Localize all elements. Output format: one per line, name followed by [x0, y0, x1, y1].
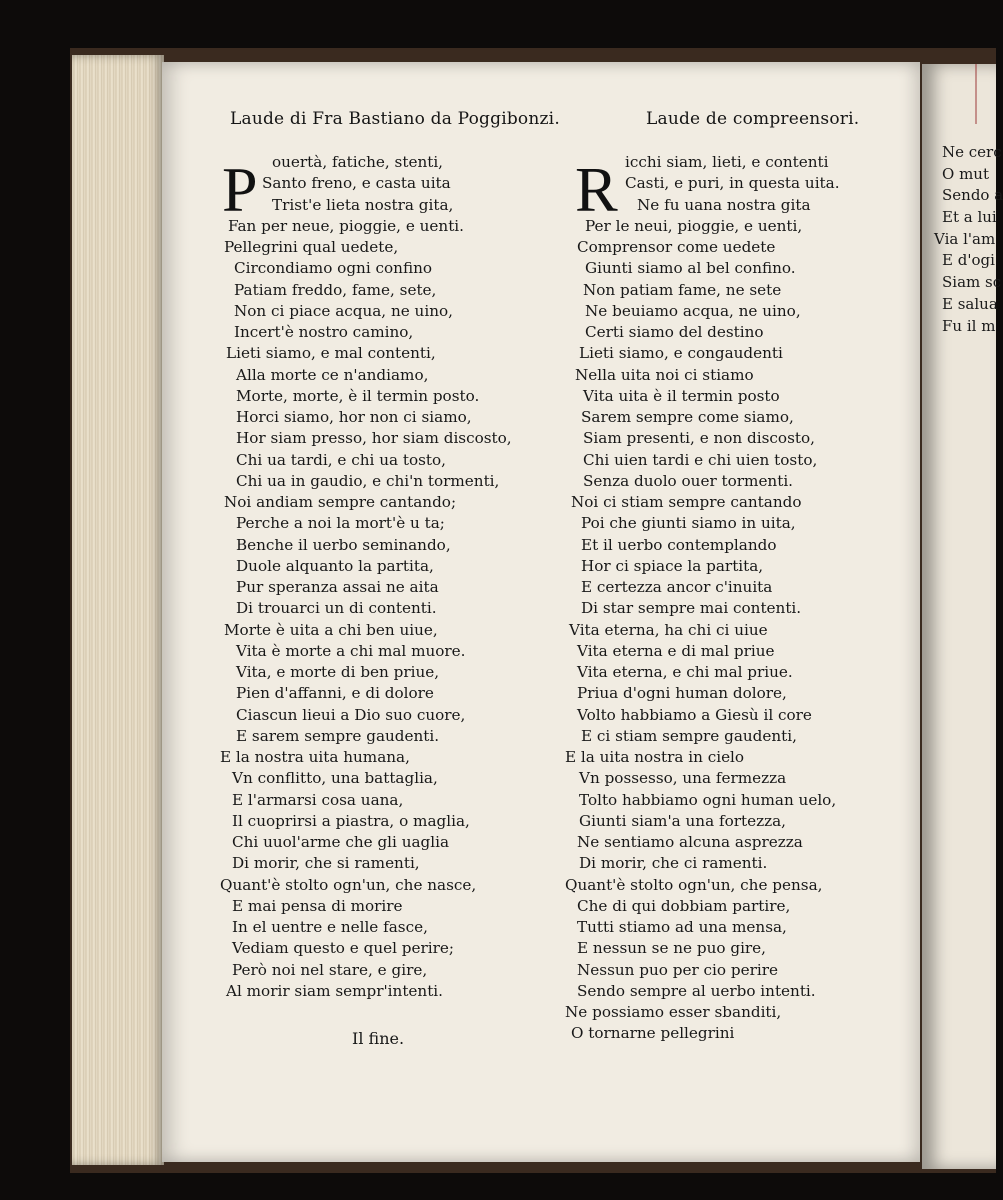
verse-line: Chi uien tardi e chi uien tosto,	[583, 450, 818, 469]
verse-line: Pur speranza assai ne aita	[236, 578, 439, 596]
verse-line: Casti, e puri, in questa uita.	[625, 174, 840, 193]
verse-line: Ne beuiamo acqua, ne uino,	[585, 301, 801, 320]
left-poem-column	[220, 152, 512, 1002]
verse-line: Ne fu uana nostra gita	[637, 195, 811, 214]
verse-line: Priua d'ogni human dolore,	[577, 684, 787, 703]
verse-line: Nella uita noi ci stiamo	[575, 365, 754, 384]
running-header-right: Laude de compreensori.	[646, 109, 860, 129]
next-page-line: O mut	[942, 164, 989, 183]
verse-line: Al morir siam sempr'intenti.	[226, 981, 443, 1000]
verse-line: Vita, e morte di ben priue,	[236, 663, 440, 681]
verse-line: Alla morte ce n'andiamo,	[236, 365, 429, 384]
verse-line: Santo freno, e casta uita	[262, 174, 451, 193]
verse-line: Però noi nel stare, e gire,	[232, 960, 428, 979]
verse-line: Vn possesso, una fermezza	[579, 769, 787, 788]
verse-line: E nessun se ne puo gire,	[577, 939, 766, 958]
verse-line: Ciascun lieui a Dio suo cuore,	[236, 705, 466, 724]
verse-line: Lieti siamo, e mal contenti,	[226, 344, 436, 363]
verse-line: ouertà, fatiche, stenti,	[272, 153, 444, 171]
verse-line: Duole alquanto la partita,	[236, 556, 434, 575]
verse-line: Giunti siam'a una fortezza,	[579, 811, 786, 830]
verse-line: Chi uuol'arme che gli uaglia	[232, 833, 450, 851]
red-rule-mark	[975, 64, 977, 124]
page-edges	[72, 55, 164, 1165]
verse-line: E ci stiam sempre gaudenti,	[581, 726, 797, 745]
verse-line: Ne sentiamo alcuna asprezza	[577, 833, 803, 851]
next-page-fragments	[934, 142, 1003, 337]
verse-line: E la nostra uita humana,	[220, 748, 410, 766]
verse-line: Morte, morte, è il termin posto.	[236, 386, 480, 405]
next-page-line: E salua	[942, 294, 998, 313]
verse-line: Sendo sempre al uerbo intenti.	[577, 981, 816, 1000]
verse-line: Vita eterna, e chi mal priue.	[577, 663, 793, 681]
next-page-line: Et a lui	[942, 208, 997, 227]
next-page-line: Via l'am	[934, 229, 996, 248]
verse-line: Siam presenti, e non discosto,	[583, 429, 815, 448]
verse-line: E la uita nostra in cielo	[565, 748, 745, 766]
verse-line: Noi andiam sempre cantando;	[224, 493, 457, 511]
verse-line: Chi ua tardi, e chi ua tosto,	[236, 450, 446, 469]
verse-line: E certezza ancor c'inuita	[581, 578, 773, 596]
verse-line: Pien d'affanni, e di dolore	[236, 684, 434, 703]
verse-line: Sarem sempre come siamo,	[581, 408, 794, 426]
verse-line: Certi siamo del destino	[585, 323, 764, 341]
verse-line: Quant'è stolto ogn'un, che nasce,	[220, 875, 477, 894]
verse-line: Quant'è stolto ogn'un, che pensa,	[565, 875, 823, 894]
verse-line: Volto habbiamo a Giesù il core	[577, 705, 812, 724]
verse-line: In el uentre e nelle fasce,	[232, 918, 428, 936]
verse-line: Patiam freddo, fame, sete,	[234, 280, 437, 299]
next-page-line: Fu il m	[942, 316, 996, 335]
dropcap-right: R	[575, 154, 618, 225]
verse-line: Horci siamo, hor non ci siamo,	[236, 408, 472, 426]
verse-line: E mai pensa di morire	[232, 896, 403, 915]
verse-line: Vita uita è il termin posto	[583, 386, 780, 405]
verse-line: Non patiam fame, ne sete	[583, 280, 782, 299]
verse-line: Trist'e lieta nostra gita,	[272, 195, 454, 214]
verse-line: Non ci piace acqua, ne uino,	[234, 301, 453, 320]
verse-line: Vn conflitto, una battaglia,	[232, 769, 438, 788]
verse-line: Perche a noi la mort'è u ta;	[236, 514, 445, 533]
verse-line: Morte è uita a chi ben uiue,	[224, 620, 438, 639]
verse-line: O tornarne pellegrini	[571, 1024, 735, 1043]
verse-line: Vita eterna, ha chi ci uiue	[569, 620, 768, 639]
verse-line: Per le neui, pioggie, e uenti,	[585, 216, 803, 235]
verse-line: Di morir, che si ramenti,	[232, 854, 420, 873]
verse-line: Lieti siamo, e congaudenti	[579, 344, 783, 363]
verse-line: Che di qui dobbiam partire,	[577, 896, 791, 915]
verse-line: Chi ua in gaudio, e chi'n tormenti,	[236, 471, 500, 490]
verse-line: Incert'è nostro camino,	[234, 323, 414, 341]
verse-line: Il cuoprirsi a piastra, o maglia,	[232, 811, 470, 830]
right-poem-column	[565, 152, 840, 1045]
running-header-left: Laude di Fra Bastiano da Poggibonzi.	[230, 109, 560, 129]
verse-line: Nessun puo per cio perire	[577, 960, 778, 979]
verse-line: Tolto habbiamo ogni human uelo,	[579, 790, 837, 809]
verse-line: Tutti stiamo ad una mensa,	[577, 918, 787, 936]
verse-line: Noi ci stiam sempre cantando	[571, 493, 802, 511]
verse-line: Vita è morte a chi mal muore.	[236, 641, 466, 660]
next-page-line: Sendo a	[942, 186, 1003, 205]
verse-line: Poi che giunti siamo in uita,	[581, 514, 796, 533]
verse-line: Fan per neue, pioggie, e uenti.	[228, 216, 464, 235]
next-page-line: Ne cerc	[942, 143, 1002, 161]
verse-line: E l'armarsi cosa uana,	[232, 790, 404, 809]
verse-line: Di star sempre mai contenti.	[581, 599, 802, 618]
verse-line: Circondiamo ogni confino	[234, 259, 432, 278]
next-page-line: Siam sc	[942, 273, 1002, 292]
verse-line: Vita eterna e di mal priue	[577, 641, 775, 660]
verse-line: Comprensor come uedete	[577, 238, 776, 256]
verse-line: Giunti siamo al bel confino.	[585, 259, 796, 278]
fine-label: Il fine.	[352, 1029, 405, 1048]
verse-line: Vediam questo e quel perire;	[232, 939, 454, 958]
next-page-line: E d'ogi	[942, 251, 995, 270]
dropcap-left: P	[222, 154, 258, 225]
verse-line: Et il uerbo contemplando	[581, 535, 777, 554]
verse-line: Hor ci spiace la partita,	[581, 556, 764, 575]
verse-line: E sarem sempre gaudenti.	[236, 726, 440, 745]
verse-line: Pellegrini qual uedete,	[224, 238, 399, 256]
verse-line: Ne possiamo esser sbanditi,	[565, 1003, 782, 1021]
verse-line: icchi siam, lieti, e contenti	[625, 153, 829, 171]
verse-line: Hor siam presso, hor siam discosto,	[236, 429, 512, 448]
verse-line: Di morir, che ci ramenti.	[579, 854, 768, 873]
verse-line: Benche il uerbo seminando,	[236, 535, 451, 554]
verse-line: Senza duolo ouer tormenti.	[583, 471, 793, 490]
verse-line: Di trouarci un di contenti.	[236, 599, 437, 618]
